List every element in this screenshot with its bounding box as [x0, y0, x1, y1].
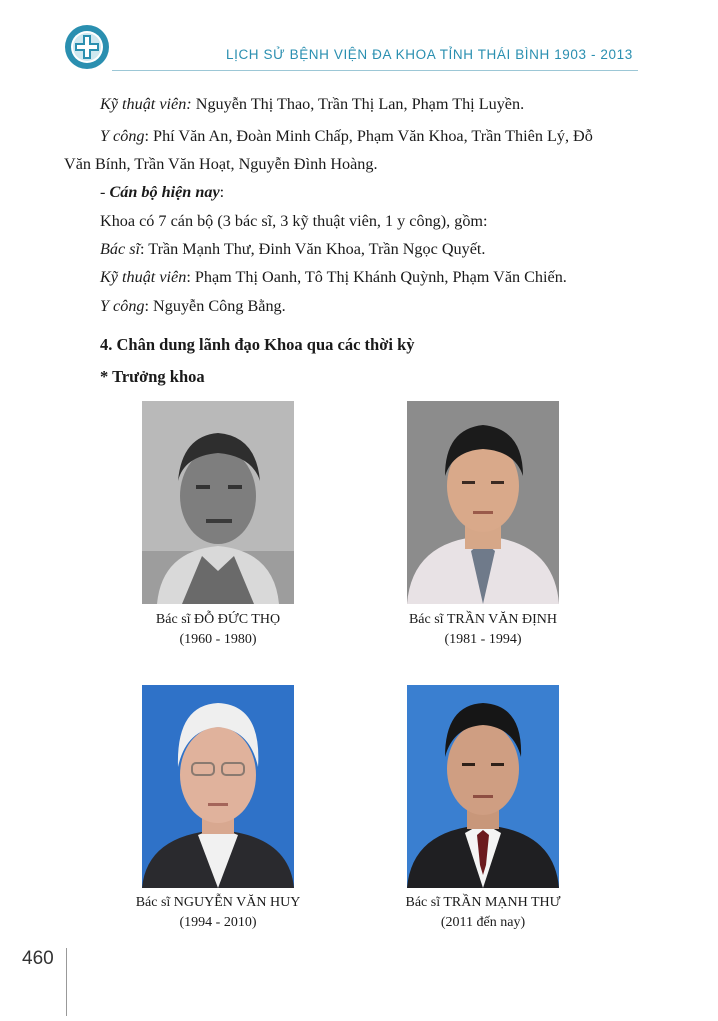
portrait-caption-4 — [373, 893, 593, 933]
section-heading: 4. Chân dung lãnh đạo Khoa qua các thời kỳ — [100, 335, 415, 354]
page-number-divider — [66, 948, 67, 1016]
ktv-text: : Phạm Thị Oanh, Tô Thị Khánh Quỳnh, Phạm Văn Chiến. — [186, 268, 567, 286]
portrait-caption-1 — [108, 610, 328, 650]
portrait-name-1: Bác sĩ ĐỖ ĐỨC THỌ — [155, 612, 281, 627]
portrait-name-3: Bác sĩ NGUYỄN VĂN HUY — [135, 895, 301, 910]
portrait-name-4: Bác sĩ TRẦN MẠNH THƯ — [405, 895, 561, 910]
current-label: Cán bộ hiện nay — [109, 183, 220, 201]
portrait-years-4: (2011 đến nay) — [440, 915, 526, 930]
paragraph-yc-old-line1 — [100, 127, 593, 146]
current-suffix: : — [219, 183, 225, 201]
portrait-name-2: Bác sĩ TRẦN VĂN ĐỊNH — [408, 612, 558, 627]
portrait-years-1: (1960 - 1980) — [179, 632, 257, 647]
yc-old-text1: : Phí Văn An, Đoàn Minh Chấp, Phạm Văn Khoa, Trần Thiên Lý, Đỗ — [144, 127, 593, 145]
yc-label: Y công — [100, 297, 145, 315]
portrait-photo-tran-van-dinh — [407, 401, 559, 604]
staff-summary: Khoa có 7 cán bộ (3 bác sĩ, 3 kỹ thuật viên, 1 y công), gồm: — [100, 212, 488, 230]
portrait-photo-nguyen-van-huy — [142, 685, 294, 888]
ktv-old-text: Nguyễn Thị Thao, Trần Thị Lan, Phạm Thị Luyền. — [191, 95, 525, 113]
paragraph-ktv — [100, 268, 567, 287]
portrait-photo-tran-manh-thu — [407, 685, 559, 888]
portrait-photo-do-duc-tho — [142, 401, 294, 604]
header-divider — [112, 70, 638, 71]
portrait-years-3: (1994 - 2010) — [179, 915, 257, 930]
subheading-truong-khoa: * Trưởng khoa — [100, 367, 205, 386]
bs-label: Bác sĩ — [100, 240, 141, 258]
portrait-caption-2 — [373, 610, 593, 650]
running-header-title: LỊCH SỬ BỆNH VIỆN ĐA KHOA TỈNH THÁI BÌNH 1903 - 2013 — [226, 47, 633, 62]
ktv-old-label: Kỹ thuật viên: — [100, 95, 192, 113]
yc-old-label: Y công — [100, 127, 145, 145]
current-staff-heading — [100, 183, 224, 202]
yc-text: : Nguyễn Công Bằng. — [144, 297, 286, 315]
ktv-label: Kỹ thuật viên — [100, 268, 187, 286]
paragraph-yc — [100, 297, 286, 316]
bs-text: : Trần Mạnh Thư, Đinh Văn Khoa, Trần Ngọc Quyết. — [140, 240, 486, 258]
hospital-logo-icon — [64, 24, 110, 70]
portrait-years-2: (1981 - 1994) — [444, 632, 522, 647]
current-prefix: - — [100, 183, 110, 201]
paragraph-bs — [100, 240, 485, 259]
portrait-caption-3 — [108, 893, 328, 933]
paragraph-yc-old-line2: Văn Bính, Trần Văn Hoạt, Nguyễn Đình Hoàng. — [64, 155, 378, 173]
page-number: 460 — [22, 948, 54, 969]
paragraph-ktv-old — [100, 95, 524, 114]
